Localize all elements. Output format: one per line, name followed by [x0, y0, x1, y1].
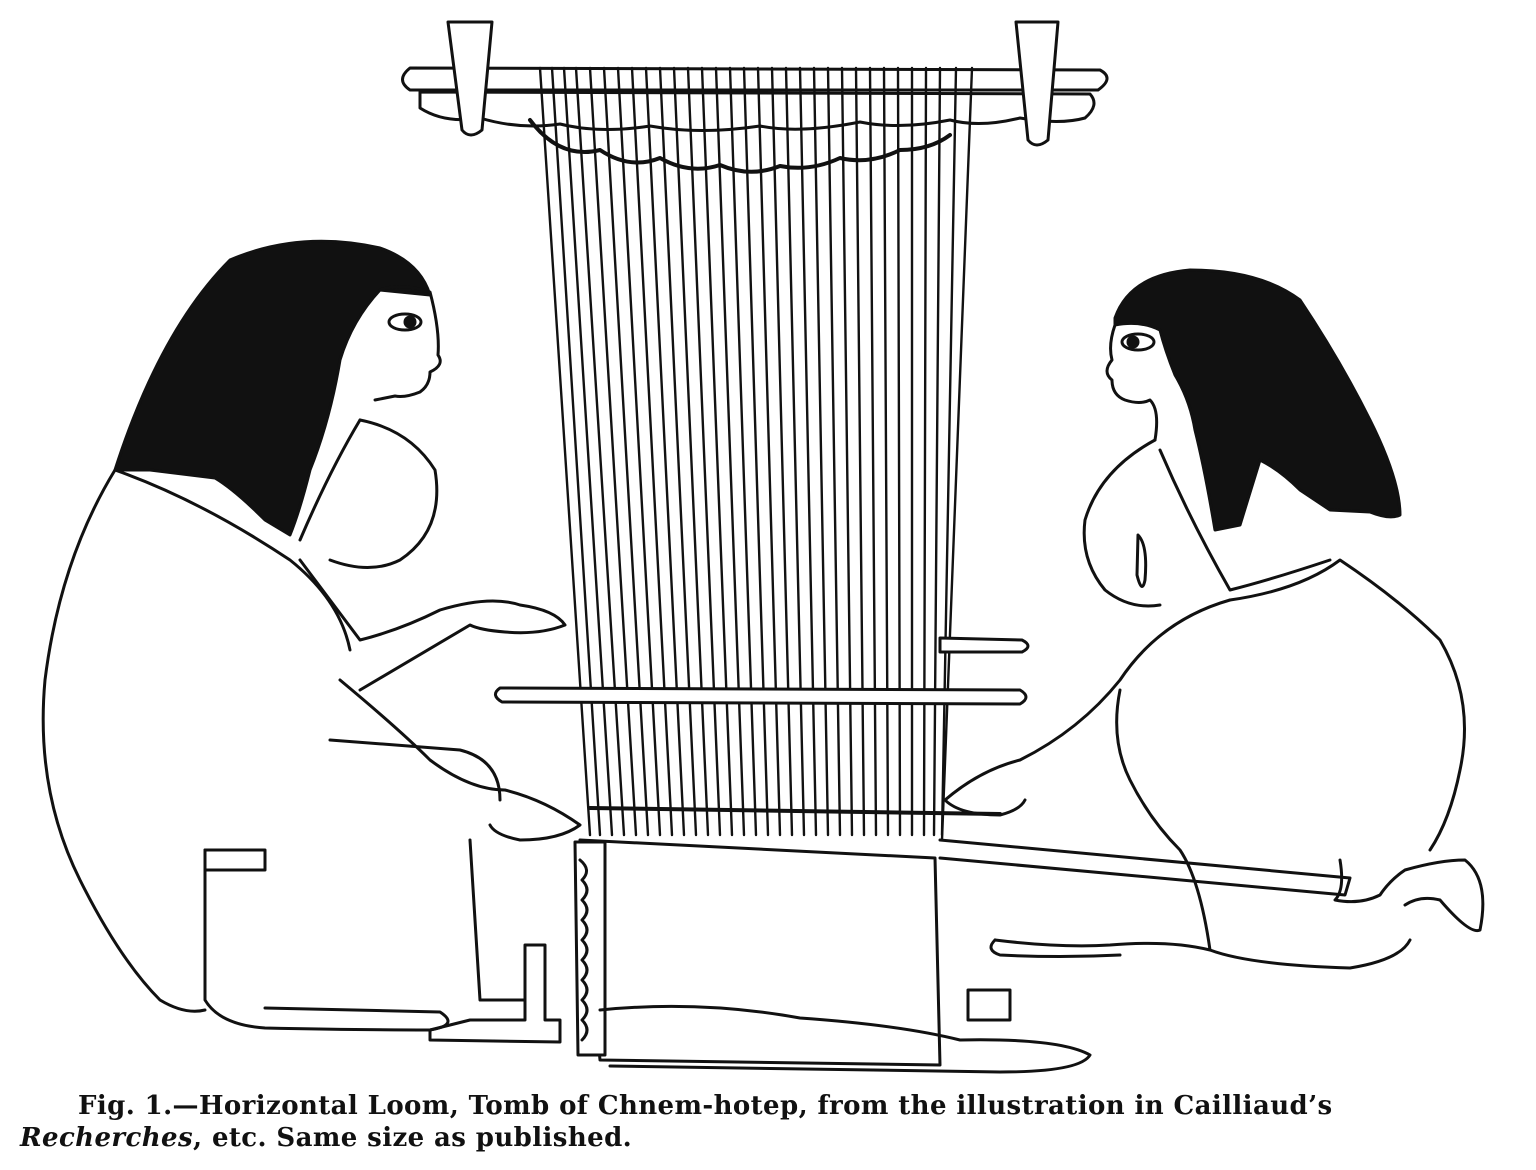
- caption-line-2: [20, 1122, 1520, 1154]
- left-weaver: [43, 241, 580, 1030]
- left-weaver-hair: [115, 241, 430, 535]
- top-beam: [403, 68, 1108, 131]
- right-weaver-hair: [1115, 270, 1400, 530]
- caption-italic-title: Recherches: [20, 1123, 194, 1153]
- right-weaver: [945, 270, 1483, 968]
- figure-caption: [20, 1090, 1520, 1154]
- lower-beam: [205, 840, 1350, 1072]
- warp-threads: [540, 68, 972, 840]
- caption-line-1: Fig. 1.—Horizontal Loom, Tomb of Chnem-hotep, from the illustration in Cailliaud’s: [78, 1091, 1333, 1121]
- caption-suffix: , etc. Same size as published.: [193, 1123, 633, 1153]
- right-peg: [1016, 22, 1058, 145]
